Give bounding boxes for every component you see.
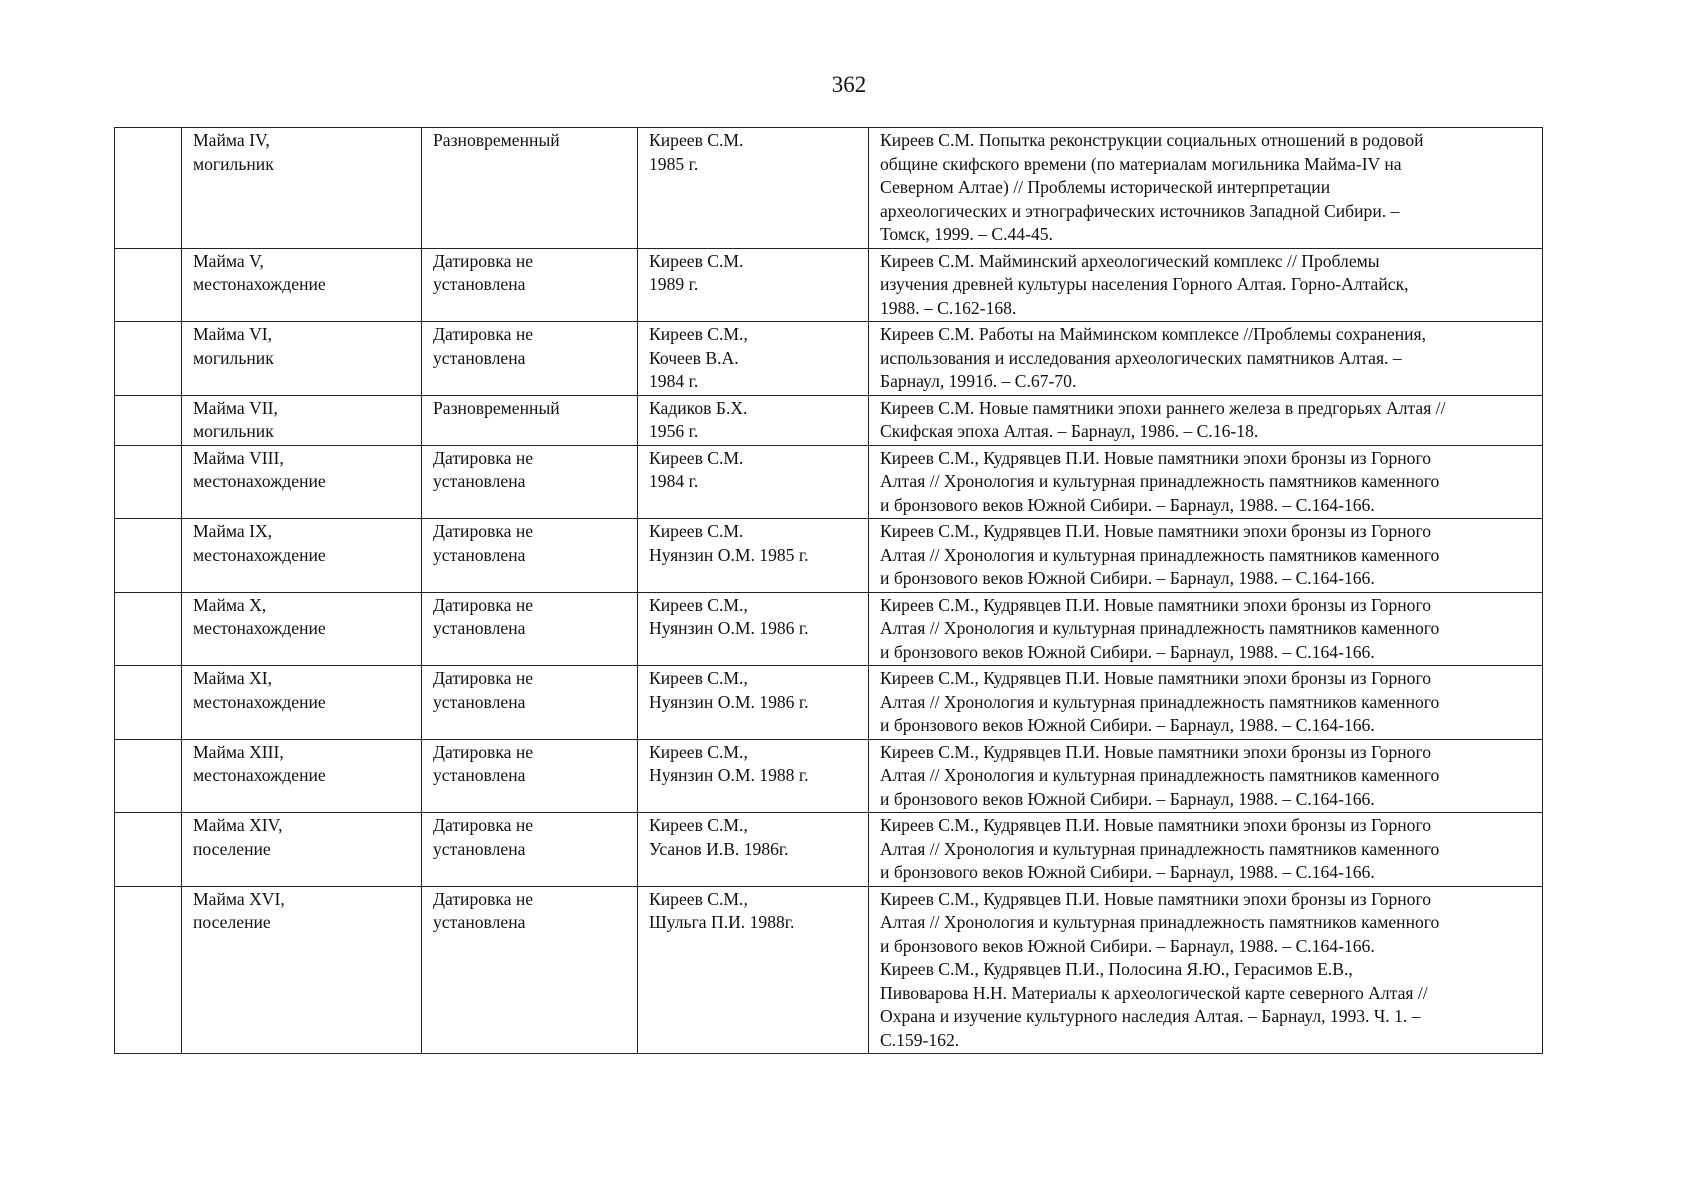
table-row — [115, 666, 1543, 740]
dating-cell: Датировка не установлена — [422, 445, 638, 519]
researcher-cell: Киреев С.М., Кочеев В.А. 1984 г. — [638, 322, 869, 396]
dating-cell: Датировка не установлена — [422, 322, 638, 396]
researcher-cell: Кадиков Б.Х. 1956 г. — [638, 395, 869, 445]
literature-cell: Киреев С.М. Майминский археологический комплекс // Проблемы изучения древней культуры населения Горного Алтая. Горно-Алтайск, 1988. – С.162-168. — [869, 248, 1543, 322]
dating-cell: Датировка не установлена — [422, 886, 638, 1054]
dating-cell: Датировка не установлена — [422, 519, 638, 593]
researcher-cell: Киреев С.М. 1984 г. — [638, 445, 869, 519]
site-cell: Майма IX, местонахождение — [182, 519, 422, 593]
site-cell: Майма VIII, местонахождение — [182, 445, 422, 519]
site-cell: Майма XIII, местонахождение — [182, 739, 422, 813]
literature-cell: Киреев С.М., Кудрявцев П.И. Новые памятники эпохи бронзы из Горного Алтая // Хронология и культурная принадлежность памятников каменного и бронзового веков Южной Сибири. – Барнаул, 1988. – С.164-166. Киреев С.М., Кудрявцев П.И., Полосина Я.Ю., Герасимов Е.В., Пивоварова Н.Н. Материалы к археологической карте северного Алтая // Охрана и изучение культурного наследия Алтая. – Барнаул, 1993. Ч. 1. – С.159-162. — [869, 886, 1543, 1054]
site-cell: Майма VII, могильник — [182, 395, 422, 445]
literature-cell: Киреев С.М., Кудрявцев П.И. Новые памятники эпохи бронзы из Горного Алтая // Хронология и культурная принадлежность памятников каменного и бронзового веков Южной Сибири. – Барнаул, 1988. – С.164-166. — [869, 519, 1543, 593]
literature-cell: Киреев С.М., Кудрявцев П.И. Новые памятники эпохи бронзы из Горного Алтая // Хронология и культурная принадлежность памятников каменного и бронзового веков Южной Сибири. – Барнаул, 1988. – С.164-166. — [869, 666, 1543, 740]
number-cell — [115, 322, 182, 396]
literature-cell: Киреев С.М., Кудрявцев П.И. Новые памятники эпохи бронзы из Горного Алтая // Хронология и культурная принадлежность памятников каменного и бронзового веков Южной Сибири. – Барнаул, 1988. – С.164-166. — [869, 445, 1543, 519]
site-cell: Майма XIV, поселение — [182, 813, 422, 887]
site-cell: Майма XVI, поселение — [182, 886, 422, 1054]
number-cell — [115, 739, 182, 813]
researcher-cell: Киреев С.М. 1985 г. — [638, 128, 869, 249]
table-row — [115, 445, 1543, 519]
site-cell: Майма X, местонахождение — [182, 592, 422, 666]
number-cell — [115, 248, 182, 322]
table-row — [115, 519, 1543, 593]
researcher-cell: Киреев С.М., Нуянзин О.М. 1986 г. — [638, 666, 869, 740]
dating-cell: Разновременный — [422, 128, 638, 249]
literature-cell: Киреев С.М., Кудрявцев П.И. Новые памятники эпохи бронзы из Горного Алтая // Хронология и культурная принадлежность памятников каменного и бронзового веков Южной Сибири. – Барнаул, 1988. – С.164-166. — [869, 813, 1543, 887]
table-row — [115, 322, 1543, 396]
site-cell: Майма V, местонахождение — [182, 248, 422, 322]
researcher-cell: Киреев С.М., Нуянзин О.М. 1986 г. — [638, 592, 869, 666]
site-cell: Майма IV, могильник — [182, 128, 422, 249]
dating-cell: Датировка не установлена — [422, 813, 638, 887]
literature-cell: Киреев С.М. Новые памятники эпохи раннего железа в предгорьях Алтая // Скифская эпоха Алтая. – Барнаул, 1986. – С.16-18. — [869, 395, 1543, 445]
number-cell — [115, 445, 182, 519]
researcher-cell: Киреев С.М., Шульга П.И. 1988г. — [638, 886, 869, 1054]
literature-cell: Киреев С.М. Попытка реконструкции социальных отношений в родовой общине скифского времени (по материалам могильника Майма-IV на Северном Алтае) // Проблемы исторической интерпретации археологических и этнографических источников Западной Сибири. – Томск, 1999. – С.44-45. — [869, 128, 1543, 249]
researcher-cell: Киреев С.М., Нуянзин О.М. 1988 г. — [638, 739, 869, 813]
number-cell — [115, 519, 182, 593]
dating-cell: Датировка не установлена — [422, 592, 638, 666]
literature-cell: Киреев С.М. Работы на Майминском комплексе //Проблемы сохранения, использования и исследования археологических памятников Алтая. – Барнаул, 1991б. – С.67-70. — [869, 322, 1543, 396]
number-cell — [115, 886, 182, 1054]
number-cell — [115, 395, 182, 445]
researcher-cell: Киреев С.М., Усанов И.В. 1986г. — [638, 813, 869, 887]
dating-cell: Разновременный — [422, 395, 638, 445]
table-body — [115, 128, 1543, 1054]
table-row — [115, 739, 1543, 813]
literature-cell: Киреев С.М., Кудрявцев П.И. Новые памятники эпохи бронзы из Горного Алтая // Хронология и культурная принадлежность памятников каменного и бронзового веков Южной Сибири. – Барнаул, 1988. – С.164-166. — [869, 592, 1543, 666]
table-row — [115, 813, 1543, 887]
literature-cell: Киреев С.М., Кудрявцев П.И. Новые памятники эпохи бронзы из Горного Алтая // Хронология и культурная принадлежность памятников каменного и бронзового веков Южной Сибири. – Барнаул, 1988. – С.164-166. — [869, 739, 1543, 813]
number-cell — [115, 592, 182, 666]
monuments-table — [114, 127, 1543, 1054]
researcher-cell: Киреев С.М. Нуянзин О.М. 1985 г. — [638, 519, 869, 593]
table-row — [115, 248, 1543, 322]
table-row — [115, 886, 1543, 1054]
number-cell — [115, 666, 182, 740]
table-row — [115, 395, 1543, 445]
page-number: 362 — [831, 72, 867, 97]
table-row — [115, 128, 1543, 249]
dating-cell: Датировка не установлена — [422, 739, 638, 813]
site-cell: Майма VI, могильник — [182, 322, 422, 396]
site-cell: Майма XI, местонахождение — [182, 666, 422, 740]
researcher-cell: Киреев С.М. 1989 г. — [638, 248, 869, 322]
number-cell — [115, 813, 182, 887]
number-cell — [115, 128, 182, 249]
table-row — [115, 592, 1543, 666]
dating-cell: Датировка не установлена — [422, 666, 638, 740]
dating-cell: Датировка не установлена — [422, 248, 638, 322]
